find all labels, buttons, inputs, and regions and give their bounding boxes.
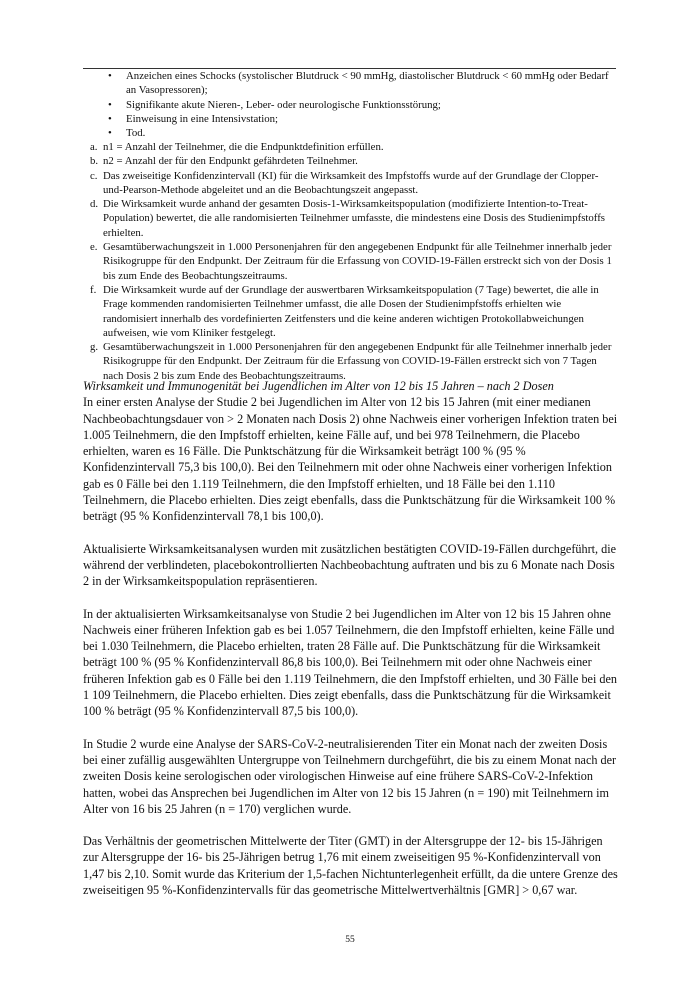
footnote [83,340,618,383]
main-text [83,378,618,914]
footnote-letter: g. [90,341,99,354]
bullet-item: • Tod. [83,126,618,140]
page-number: 55 [345,935,355,945]
footnote-letter: f. [90,283,97,296]
footnote [83,154,618,168]
paragraph: In einer ersten Analyse der Studie 2 bei Jugendlichen im Alter von 12 bis 15 Jahren (mit einer medianen Nachbeobachtungsdauer von > 2 Monaten nach Dosis 2) ohne Nachweis einer vorherigen Infektion traten bei 1.005 Teilnehmern, die den Impfstoff erhielten, keine Fälle auf, und bei 978 Teilnehmern, die Placebo erhielten, waren es 16 Fälle. Die Punktschätzung für die Wirksamkeit beträgt 100 % (95 % Konfidenzintervall 75,3 bis 100,0). Bei den Teilnehmern mit oder ohne Nachweis einer vorherigen Infektion gab es 0 Fälle bei den 1.119 Teilnehmern, die den Impfstoff erhielten, und 18 Fälle bei den 1.110 Teilnehmern, die Placebo erhielten. Dies zeigt ebenfalls, dass die Punktschätzung für die Wirksamkeit 100 % beträgt (95 % Konfidenzintervall 78,1 bis 100,0). [83,395,618,524]
footnote-letter: d. [90,198,99,211]
footnote-letter: a. [90,141,98,153]
footnote [83,240,618,283]
bullet-item: • Signifikante akute Nieren-, Leber- oder neurologische Funktionsstörung; [83,98,618,112]
footnote-text: Das zweiseitige Konfidenzintervall (KI) für die Wirksamkeit des Impfstoffs wurde auf der Grundlage der Clopper-und-Pearson-Methode abgeleitet und an die Beobachtungszeit angepasst. [103,169,599,196]
footnote-text: Die Wirksamkeit wurde auf der Grundlage der auswertbaren Wirksamkeitspopulation (7 Tage) bewertet, die alle in Frage kommenden randomisierten Teilnehmer umfasst, die alle Dosen der Studienimpfstoffs erhielten wie randomisiert innerhalb des vordefinierten Zeitfensters und die keine anderen wichtigen Protokollabweichungen aufweisen, wie vom Kliniker festgelegt. [103,283,599,339]
footnote-letter: c. [90,169,98,182]
paragraph: In Studie 2 wurde eine Analyse der SARS-CoV-2-neutralisierenden Titer ein Monat nach der zweiten Dosis bei einer zufällig ausgewählten Untergruppe von Teilnehmern durchgeführt, die bis zu einem Monat nach der zweiten Dosis keine serologischen oder virologischen Hinweise auf eine frühere SARS-CoV-2-Infektion hatten, wobei das Ansprechen bei Jugendlichen im Alter von 12 bis 15 Jahren (n = 190) mit Teilnehmern im Alter von 16 bis 25 Jahren (n = 170) verglichen wurde. [83,736,617,816]
criteria-bullet-list [83,69,618,140]
footnote-text: n2 = Anzahl der für den Endpunkt gefährdeten Teilnehmer. [103,155,358,168]
footnote [83,283,618,340]
table-footnotes [83,140,618,383]
section-heading: Wirksamkeit und Immunogenität bei Jugendlichen im Alter von 12 bis 15 Jahren – nach 2 Dosen [83,379,554,393]
footnote-text: Gesamtüberwachungszeit in 1.000 Personenjahren für den angegebenen Endpunkt für alle Teilnehmer innerhalb jeder Risikogruppe für den Endpunkt. Der Zeitraum für die Erfassung von COVID-19-Fällen erstreckt sich von der Dosis 1 bis zum Ende des Beobachtungszeitraums. [103,241,612,282]
footnote-text: Die Wirksamkeit wurde anhand der gesamten Dosis-1-Wirksamkeitspopulation (modifizierte Intention-to-Treat-Population) bewertet, die alle randomisierten Teilnehmer umfasste, die mindestens eine Dosis des Studienimpfstoffs erhielten. [103,198,605,239]
footnote-text: n1 = Anzahl der Teilnehmer, die die Endpunktdefinition erfüllen. [103,141,384,153]
paragraph: Das Verhältnis der geometrischen Mittelwerte der Titer (GMT) in der Altersgruppe der 12- bis 15-Jährigen zur Altersgruppe der 16- bis 25-Jährigen betrug 1,76 mit einem zweiseitigen 95 %-Konfidenzintervall von 1,47 bis 2,10. Somit wurde das Kriterium der 1,5-fachen Nichtunterlegenheit erfüllt, da die untere Grenze des zweiseitigen 95 %-Konfidenzintervalls für das geometrische Mittelwertverhältnis [GMR] > 0,67 war. [83,834,618,898]
paragraph: Aktualisierte Wirksamkeitsanalysen wurden mit zusätzlichen bestätigten COVID-19-Fällen durchgeführt, die während der verblindeten, placebokontrollierten Nachbeobachtung auftraten und bis zu 6 Monate nach Dosis 2 in der Wirksamkeitspopulation repräsentieren. [83,541,617,589]
footnote-text: Gesamtüberwachungszeit in 1.000 Personenjahren für den angegebenen Endpunkt für alle Teilnehmer innerhalb jeder Risikogruppe für den Endpunkt. Der Zeitraum für die Erfassung von COVID-19-Fällen erstreckt sich von 7 Tagen nach Dosis 2 bis zum Ende des Beobachtungszeitraums. [103,341,612,382]
footnote-letter: e. [90,241,98,254]
footnote [83,197,618,240]
footnote-letter: b. [90,155,99,168]
paragraph: In der aktualisierten Wirksamkeitsanalyse von Studie 2 bei Jugendlichen im Alter von 12 bis 15 Jahren ohne Nachweis einer früheren Infektion gab es bei 1.057 Teilnehmern, die den Impfstoff erhielten, keine Fälle und bei 1.030 Teilnehmern, die Placebo erhielten, traten 28 Fälle auf. Die Punktschätzung für die Wirksamkeit beträgt 100 % (95 % Konfidenzintervall 86,8 bis 100,0). Bei Teilnehmern mit oder ohne Nachweis einer früheren Infektion gab es 0 Fälle bei den 1.119 Teilnehmern, die den Impfstoff erhielten, und 30 Fälle bei den 1 109 Teilnehmern, die Placebo erhielten. Dies zeigt ebenfalls, dass die Punktschätzung für die Wirksamkeit 100 % beträgt (95 % Konfidenzintervall 87,5 bis 100,0). [83,606,617,719]
bullet-item: • Einweisung in eine Intensivstation; [83,112,618,126]
bullet-item: • Anzeichen eines Schocks (systolischer Blutdruck < 90 mmHg, diastolischer Blutdruck < 60 mmHg oder Bedarf an Vasopressoren); [83,69,618,98]
footnote [83,140,618,154]
footnote [83,169,618,198]
